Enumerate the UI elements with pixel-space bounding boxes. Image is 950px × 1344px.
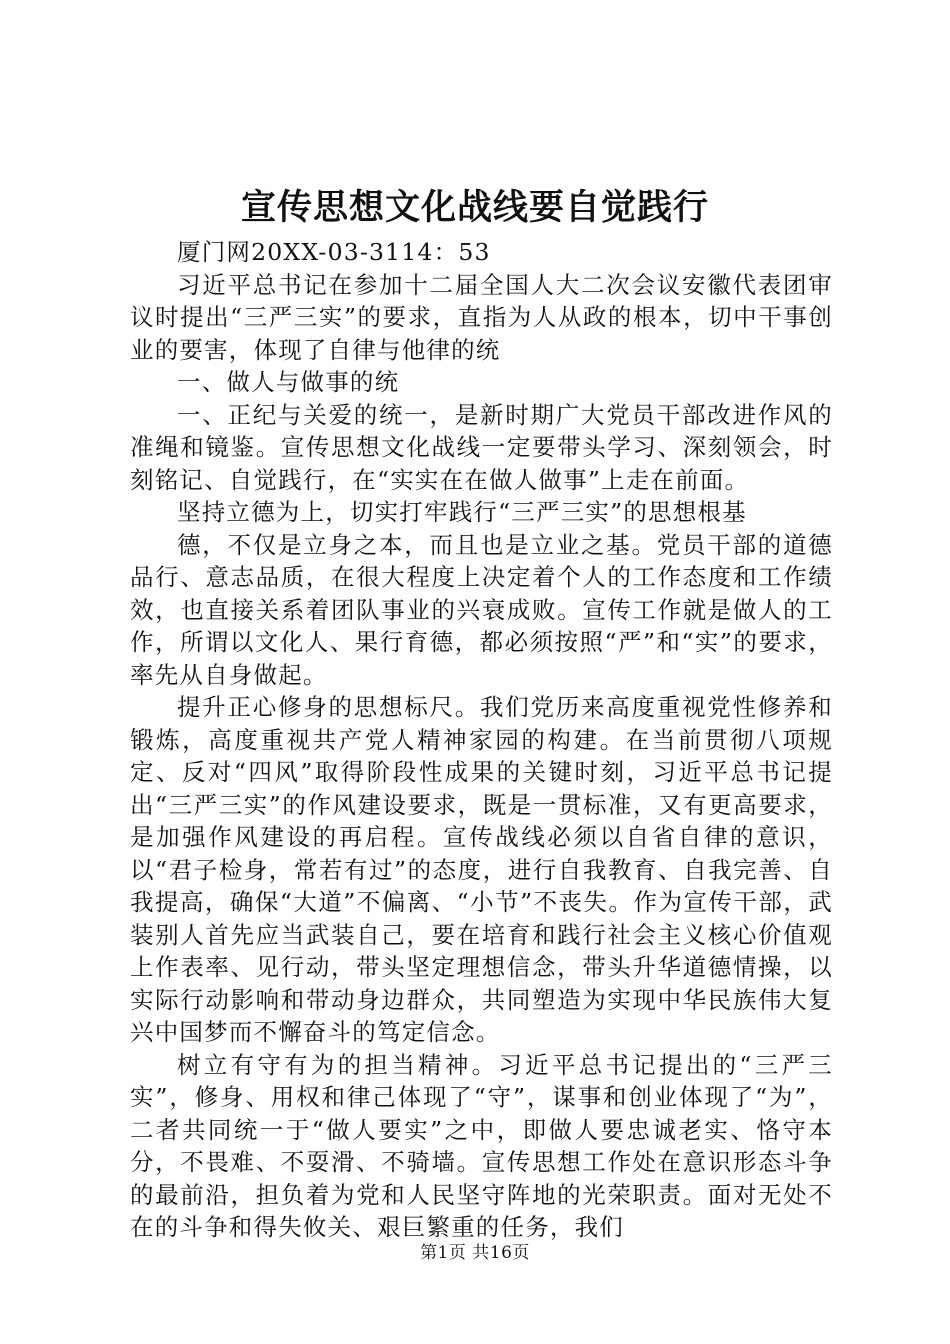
paragraph: 一、做人与做事的统 <box>177 368 400 396</box>
document-body <box>130 236 833 1244</box>
paragraph: 坚持立德为上，切实打牢践行“三严三实”的思想根基 <box>177 498 747 526</box>
paragraph: 树立有守有为的担当精神。习近平总书记提出的“三严三实”，修身、用权和律己体现了“守”，谋事和创业体现了“为”，二者共同统一于“做人要实”之中，即做人要忠诚老实、恪守本分，不畏难、不耍滑、不骑墙。宣传思想工作处在意识形态斗争的最前沿，担负着为党和人民坚守阵地的光荣职责。面对无处不在的斗争和得失攸关、艰巨繁重的任务，我们 <box>130 1050 833 1241</box>
source-dateline: 厦门网20XX-03-3114：53 <box>177 238 491 266</box>
paragraph: 一、正纪与关爱的统一，是新时期广大党员干部改进作风的准绳和镜鉴。宣传思想文化战线一定要带头学习、深刻领会，时刻铭记、自觉践行，在“实实在在做人做事”上走在前面。 <box>130 400 833 494</box>
document-title: 宣传思想文化战线要自觉践行 <box>240 188 709 228</box>
paragraph: 习近平总书记在参加十二届全国人大二次会议安徽代表团审议时提出“三严三实”的要求，直指为人从政的根本，切中干事创业的要害，体现了自律与他律的统 <box>130 270 833 364</box>
paragraph: 提升正心修身的思想标尺。我们党历来高度重视党性修养和锻炼，高度重视共产党人精神家园的构建。在当前贯彻八项规定、反对“四风”取得阶段性成果的关键时刻，习近平总书记提出“三严三实”的作风建设要求，既是一贯标准，又有更高要求，是加强作风建设的再启程。宣传战线必须以自省自律的意识，以“君子检身，常若有过”的态度，进行自我教育、自我完善、自我提高，确保“大道”不偏离、“小节”不丧失。作为宣传干部，武装别人首先应当武装自己，要在培育和践行社会主义核心价值观上作表率、见行动，带头坚定理想信念，带头升华道德情操，以实际行动影响和带动身边群众，共同塑造为实现中华民族伟大复兴中国梦而不懈奋斗的笃定信念。 <box>130 693 833 1046</box>
paragraph: 德，不仅是立身之本，而且也是立业之基。党员干部的道德品行、意志品质，在很大程度上决定着个人的工作态度和工作绩效，也直接关系着团队事业的兴衰成败。宣传工作就是做人的工作，所谓以文化人、果行育德，都必须按照“严”和“实”的要求，率先从自身做起。 <box>130 530 833 689</box>
page-number: 第1页 共16页 <box>420 1243 530 1263</box>
